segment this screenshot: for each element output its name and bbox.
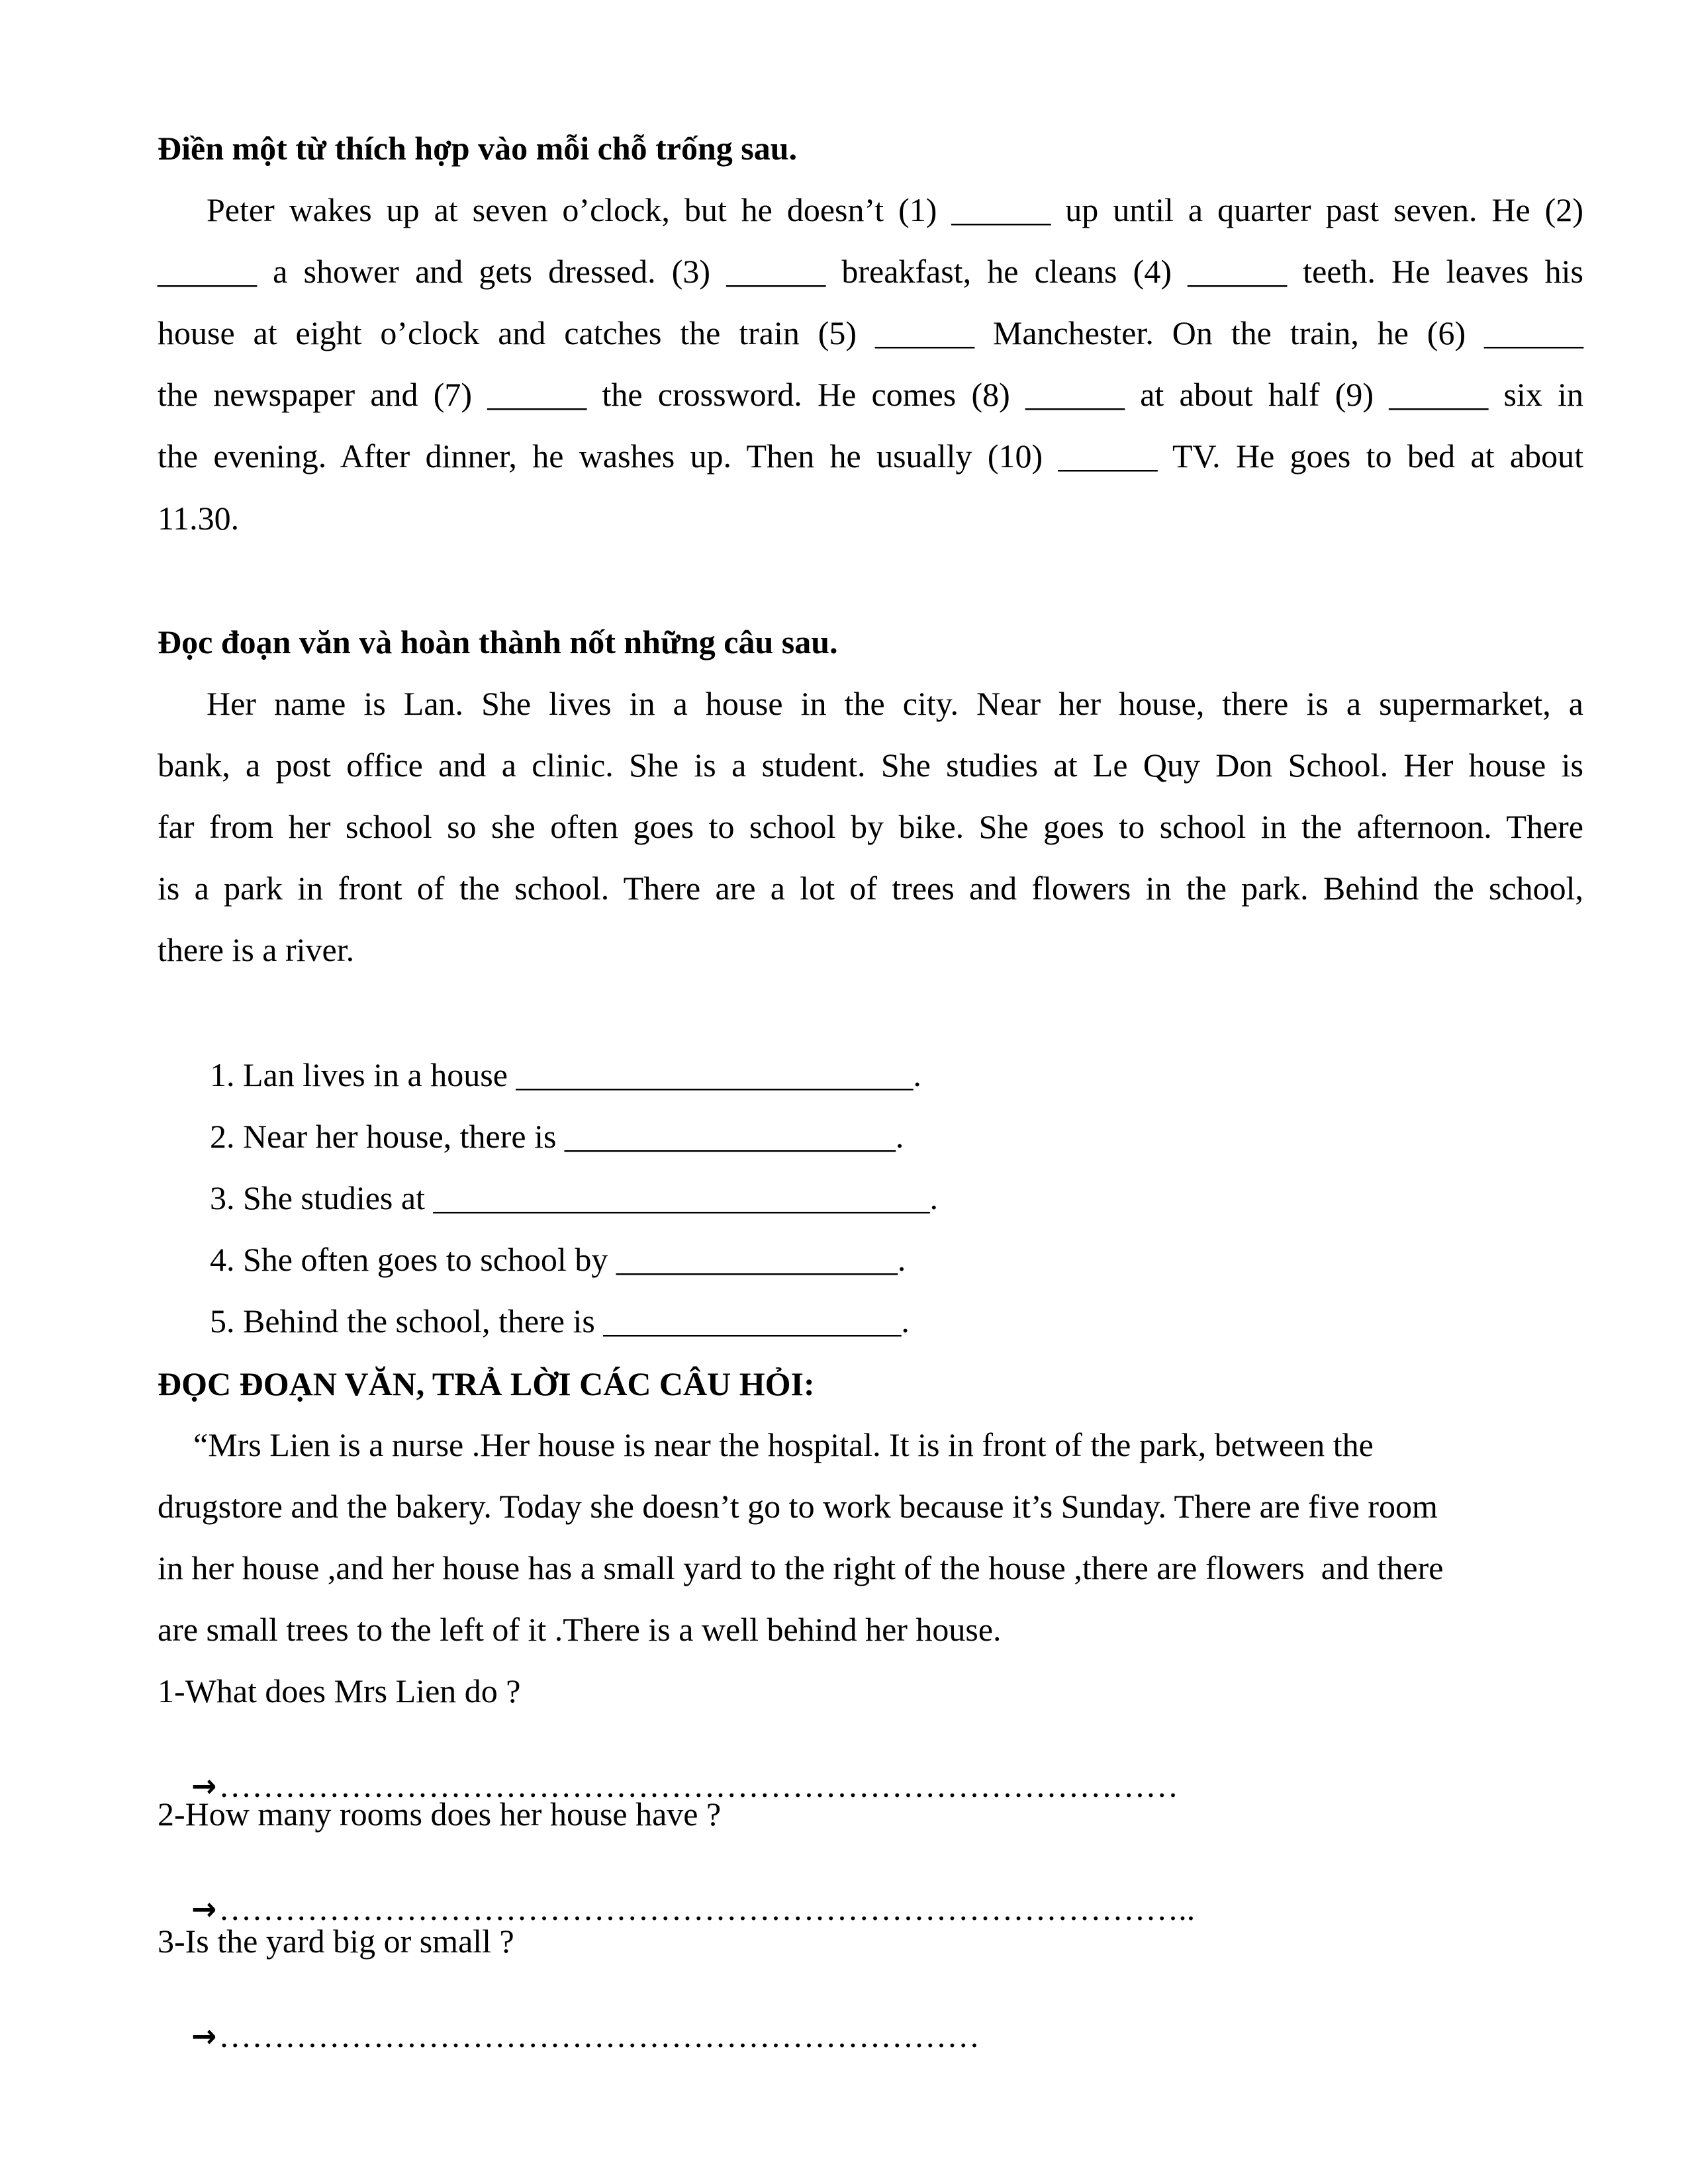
section2-heading: Đọc đoạn văn và hoàn thành nốt những câu sau. [158, 623, 838, 660]
question-1: 1-What does Mrs Lien do ? [158, 1672, 521, 1709]
right-arrow-icon: → [191, 1768, 217, 1805]
answer-line-3[interactable] [158, 1986, 980, 2085]
section1-heading: Điền một từ thích hợp vào mỗi chỗ trống sau. [158, 130, 798, 167]
completion-item-1: 1. Lan lives in a house ________________________. [210, 1056, 921, 1093]
section3-line-2: drugstore and the bakery. Today she doesn’t go to work because it’s Sunday. There are five room [158, 1488, 1438, 1525]
section2-line-4: is a park in front of the school. There are a lot of trees and flowers in the park. Behind the school, [158, 870, 1583, 907]
section3-line-3: in her house ,and her house has a small yard to the right of the house ,there are flowers and there [158, 1549, 1444, 1586]
completion-item-5: 5. Behind the school, there is __________________. [210, 1302, 910, 1340]
question-2: 2-How many rooms does her house have ? [158, 1796, 722, 1833]
section3-line-4: are small trees to the left of it .There is a well behind her house. [158, 1611, 1002, 1648]
section1-line-4: the newspaper and (7) ______ the crossword. He comes (8) ______ at about half (9) ______ six in [158, 376, 1583, 413]
answer-dotted-line: …………………………………………………………………………… [218, 1767, 1179, 1804]
completion-item-4: 4. She often goes to school by _________________. [210, 1241, 906, 1278]
completion-item-2: 2. Near her house, there is ____________________. [210, 1118, 904, 1155]
section3-heading: ĐỌC ĐOẠN VĂN, TRẢ LỜI CÁC CÂU HỎI: [158, 1365, 815, 1402]
section1-line-2: ______ a shower and gets dressed. (3) ______ breakfast, he cleans (4) ______ teeth. He leaves his [158, 253, 1583, 290]
section2-line-2: bank, a post office and a clinic. She is a student. She studies at Le Quy Don School. Her house is [158, 747, 1583, 784]
section2-line-1: Her name is Lan. She lives in a house in the city. Near her house, there is a supermarket, a [207, 685, 1583, 722]
section1-line-5: the evening. After dinner, he washes up. Then he usually (10) ______ TV. He goes to bed at about [158, 437, 1583, 475]
answer-dotted-line: …………………………………………………………… [218, 2017, 980, 2054]
right-arrow-icon: → [191, 2018, 217, 2055]
right-arrow-icon: → [191, 1891, 217, 1928]
section2-line-3: far from her school so she often goes to school by bike. She goes to school in the afternoon. There [158, 808, 1583, 845]
section2-line-5: there is a river. [158, 931, 355, 968]
section3-line-1: “Mrs Lien is a nurse .Her house is near the hospital. It is in front of the park, between the [193, 1426, 1374, 1463]
section1-line-3: house at eight o’clock and catches the train (5) ______ Manchester. On the train, he (6) ______ [158, 314, 1583, 351]
section1-line-1: Peter wakes up at seven o’clock, but he doesn’t (1) ______ up until a quarter past seven. He (2) [207, 191, 1583, 228]
section1-line-6: 11.30. [158, 500, 240, 537]
question-3: 3-Is the yard big or small ? [158, 1923, 514, 1960]
answer-dotted-line: …………………………………………………………………………….. [218, 1890, 1196, 1927]
completion-item-3: 3. She studies at ______________________________. [210, 1179, 938, 1216]
